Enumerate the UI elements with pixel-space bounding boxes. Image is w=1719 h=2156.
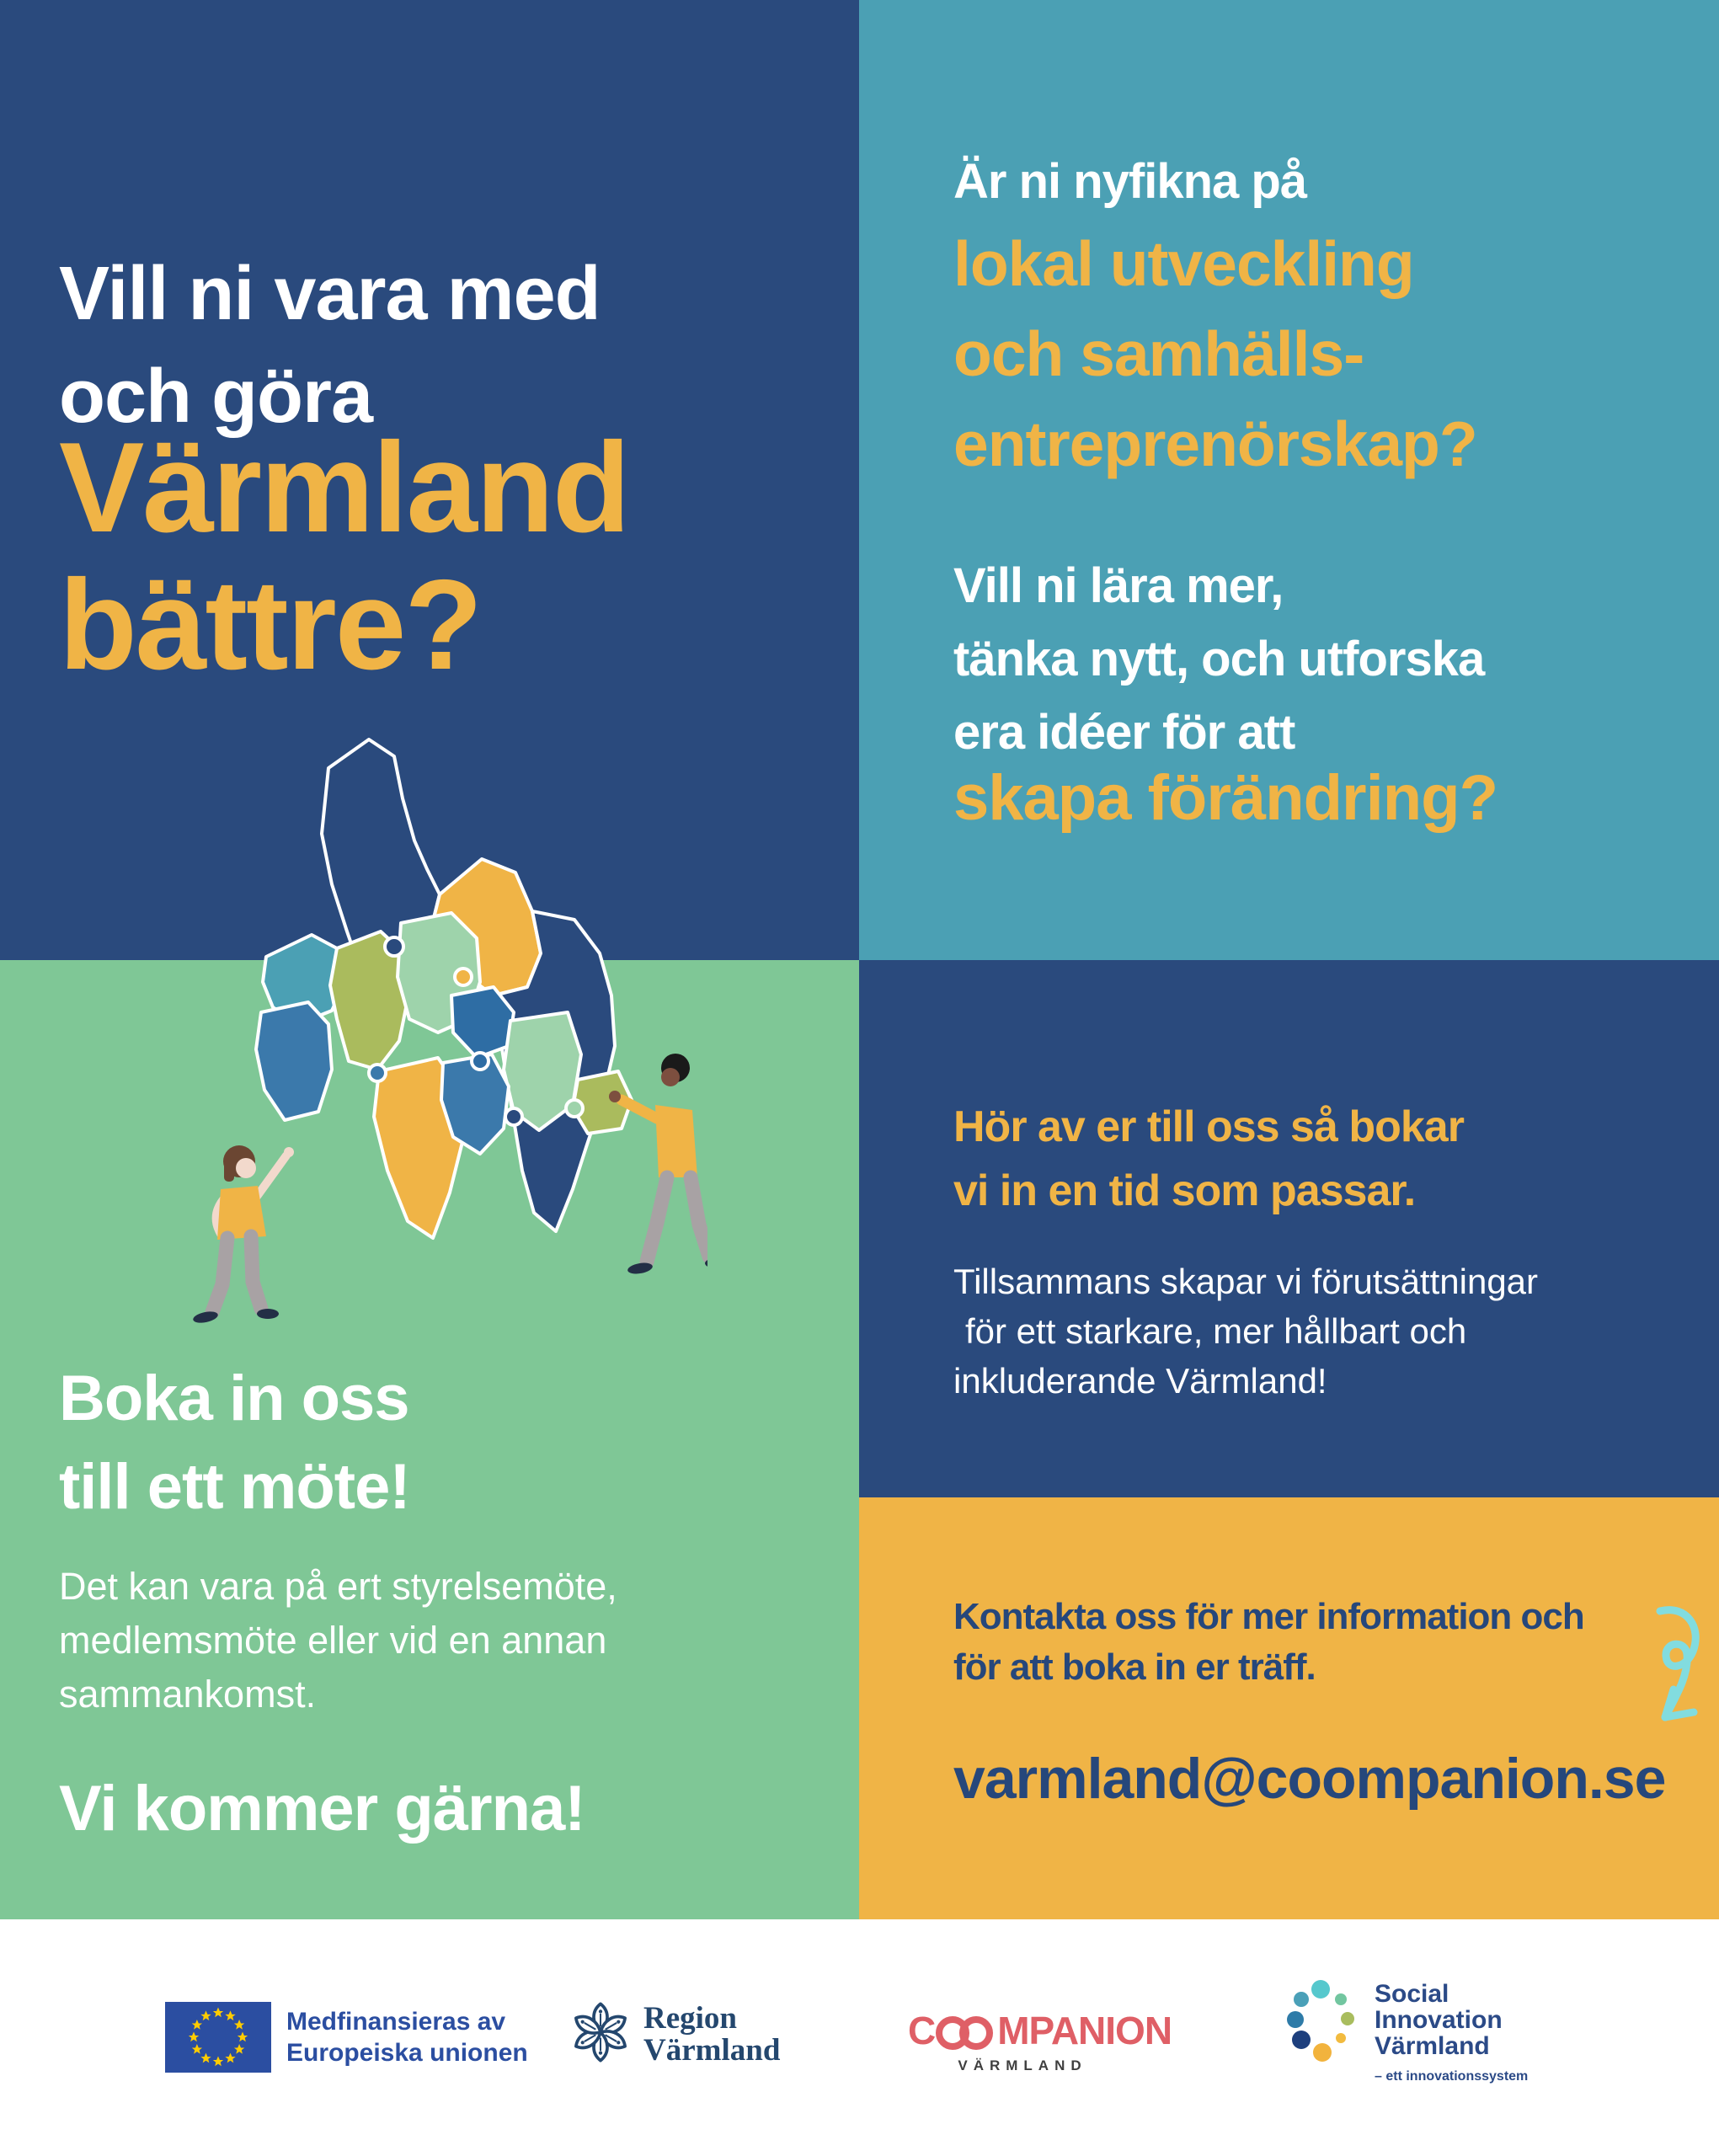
contact-heading-line1: Hör av er till oss så bokar [953, 1102, 1464, 1151]
headline-main-line1: Värmland [59, 416, 629, 559]
social-logo-subtitle: – ett innovationssystem [1375, 2069, 1529, 2084]
question2-highlight: skapa förändring? [953, 762, 1497, 834]
puzzle-tab [505, 1108, 522, 1125]
puzzle-tab [455, 969, 472, 985]
booking-body-line3: sammankomst. [59, 1673, 317, 1716]
email-heading [953, 1592, 1584, 1693]
booking-body [59, 1560, 617, 1721]
puzzle-tab [385, 937, 403, 956]
booking-body-line1: Det kan vara på ert styrelsemöte, [59, 1565, 617, 1608]
question1-intro: Är ni nyfikna på [953, 154, 1307, 209]
headline-main-line2: bättre? [59, 553, 482, 696]
booking-closing: Vi kommer gärna! [59, 1773, 585, 1844]
question1-line2: och samhälls- [953, 318, 1364, 389]
coompanion-region-label: VÄRMLAND [958, 2057, 1087, 2073]
question2-text [953, 549, 1484, 769]
contact-heading-line2: vi in en tid som passar. [953, 1166, 1416, 1215]
question1-line3: entreprenörskap? [953, 408, 1477, 479]
headline-main [59, 416, 629, 696]
email-address: varmland@coompanion.se [953, 1747, 1666, 1811]
person-woman [192, 1145, 294, 1325]
region-wordmark-line2: Värmland [643, 2033, 781, 2068]
social-innovation-logo [1375, 1981, 1528, 2089]
eu-funding-line1: Medfinansieras av [286, 2008, 506, 2036]
headline-intro-line2: och göra [59, 355, 373, 439]
question2-line1: Vill ni lära mer, [953, 558, 1284, 613]
coompanion-logo [908, 2008, 1172, 2074]
question1-highlight [953, 219, 1477, 489]
question2-line3: era idéer för att [953, 705, 1295, 760]
social-logo-line3: Värmland [1375, 2032, 1490, 2060]
coompanion-rest: MPANION [997, 2009, 1172, 2052]
question1-line1: lokal utveckling [953, 228, 1414, 299]
contact-heading [953, 1095, 1464, 1223]
region-wordmark-line1: Region [643, 2001, 737, 2036]
booking-heading-line1: Boka in oss [59, 1363, 409, 1434]
coompanion-wordmark [908, 2008, 1172, 2053]
email-heading-line1: Kontakta oss för mer information och [953, 1596, 1584, 1637]
social-logo-line2: Innovation [1375, 2006, 1503, 2034]
social-innovation-dots-icon [1285, 1979, 1363, 2065]
social-logo-line1: Social [1375, 1980, 1449, 2008]
booking-heading-line2: till ett möte! [59, 1451, 410, 1523]
map-piece-blue-west [256, 1002, 332, 1120]
contact-body [953, 1257, 1538, 1406]
question2-line2: tänka nytt, och utforska [953, 632, 1485, 686]
eu-flag-icon [165, 2002, 271, 2073]
eu-funding-line2: Europeiska unionen [286, 2039, 528, 2067]
coompanion-oo-icon [933, 2014, 999, 2051]
mid-right-navy-block [859, 960, 1719, 1497]
booking-body-line2: medlemsmöte eller vid en annan [59, 1619, 607, 1662]
bottom-right-yellow-block [859, 1497, 1719, 1919]
coompanion-prefix: C [908, 2009, 936, 2052]
puzzle-tab [566, 1100, 583, 1117]
headline-intro-line1: Vill ni vara med [59, 252, 601, 336]
region-varmland-wordmark [643, 2003, 780, 2067]
arrow-doodle-icon [1636, 1603, 1714, 1736]
eu-funding-label [286, 2006, 528, 2068]
puzzle-tab [369, 1065, 386, 1081]
puzzle-tab [472, 1053, 488, 1070]
contact-body-line1: Tillsammans skapar vi förutsättningar [953, 1262, 1539, 1301]
email-heading-line2: för att boka in er träff. [953, 1646, 1316, 1688]
region-varmland-flower-icon [566, 1998, 635, 2067]
contact-body-line2: för ett starkare, mer hållbart och [965, 1311, 1467, 1351]
contact-body-line3: inkluderande Värmland! [953, 1361, 1327, 1401]
varmland-puzzle-map-illustration [152, 733, 707, 1390]
